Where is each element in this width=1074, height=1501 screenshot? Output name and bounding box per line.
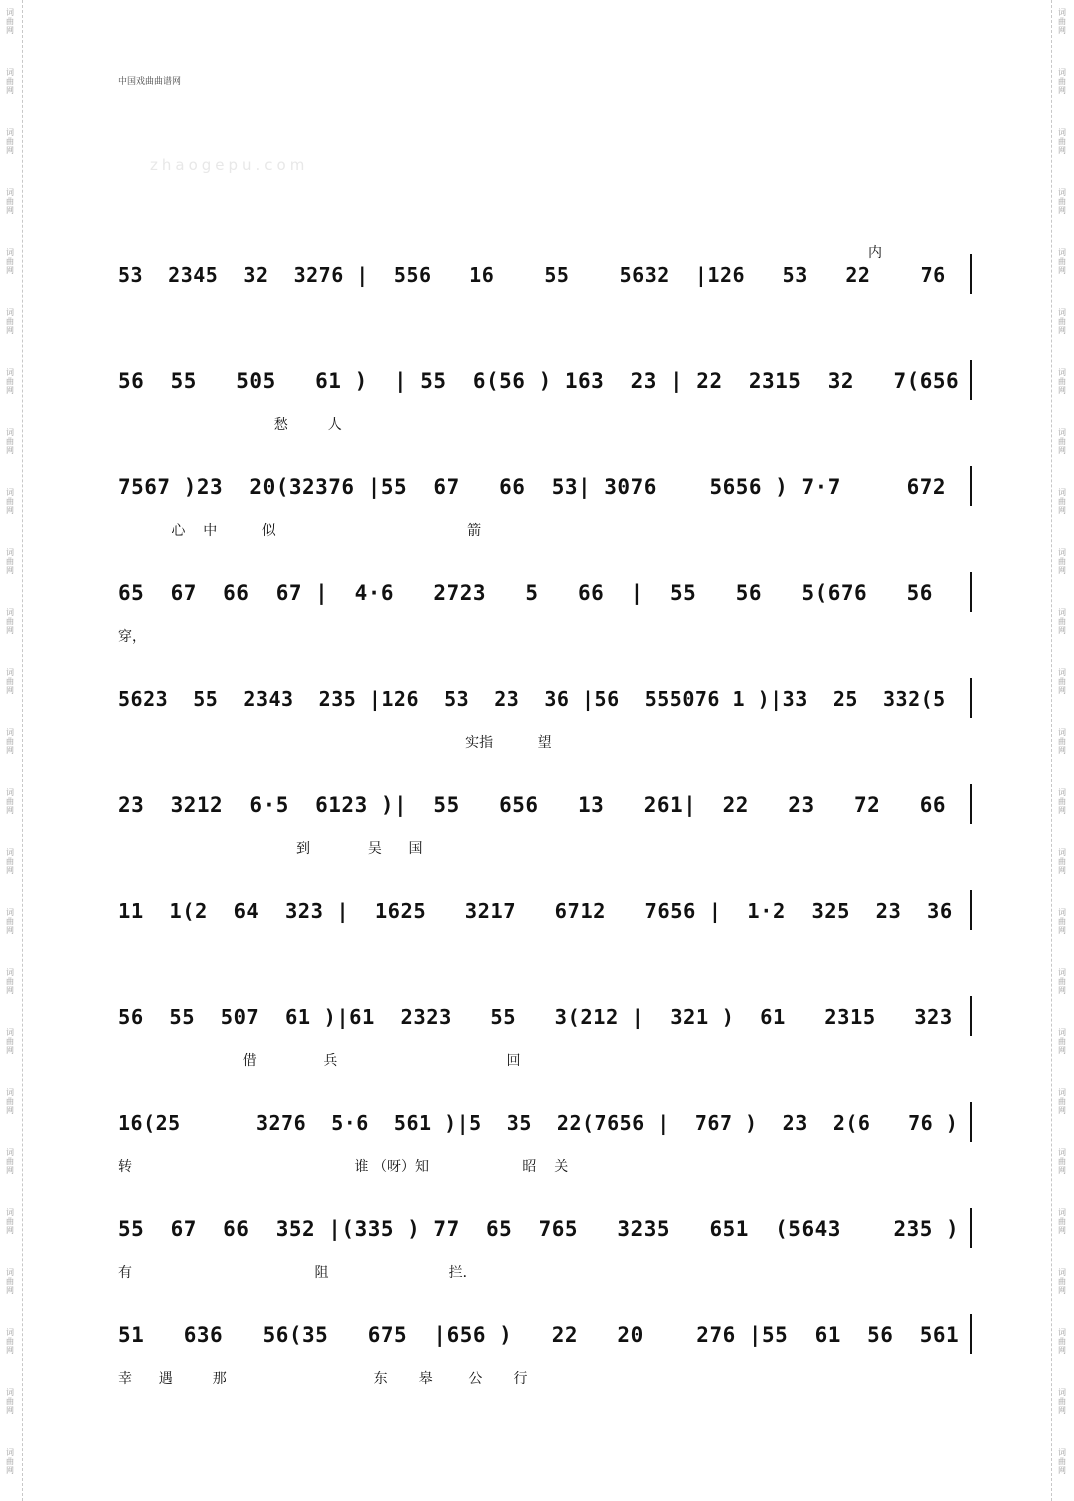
side-watermark-mark: 词 曲 网 <box>6 1268 14 1295</box>
side-watermark-mark: 词 曲 网 <box>1058 908 1066 935</box>
side-watermark-mark: 词 曲 网 <box>1058 1328 1066 1355</box>
side-watermark-mark: 词 曲 网 <box>6 488 14 515</box>
jianpu-notes: 11 1(2 64 323 | 1625 3217 6712 7656 | 1·2 325 23 36 <box>118 899 953 923</box>
lyric-row: 心 中 似 箭 <box>118 523 482 539</box>
side-watermark-mark: 词 曲 网 <box>1058 368 1066 395</box>
side-watermark-mark: 词 曲 网 <box>6 1208 14 1235</box>
barline <box>970 1314 972 1354</box>
barline <box>970 254 972 294</box>
side-watermark-mark: 词 曲 网 <box>1058 848 1066 875</box>
side-watermark-mark: 词 曲 网 <box>6 128 14 155</box>
side-watermark-mark: 词 曲 网 <box>6 968 14 995</box>
side-watermark-mark: 词 曲 网 <box>6 68 14 95</box>
lyric-row: 穿， <box>118 629 146 645</box>
side-watermark-mark: 词 曲 网 <box>1058 728 1066 755</box>
side-watermark-mark: 词 曲 网 <box>6 548 14 575</box>
barline <box>970 572 972 612</box>
side-watermark-mark: 词 曲 网 <box>6 428 14 455</box>
side-watermark-mark: 词 曲 网 <box>6 308 14 335</box>
side-watermark-mark: 词 曲 网 <box>1058 428 1066 455</box>
lyric-row: 愁 人 <box>118 417 342 433</box>
side-watermark-mark: 词 曲 网 <box>6 728 14 755</box>
side-watermark-mark: 词 曲 网 <box>1058 608 1066 635</box>
side-watermark-mark: 词 曲 网 <box>1058 308 1066 335</box>
side-watermark-mark: 词 曲 网 <box>1058 488 1066 515</box>
watermark-url: zhaogepu.com <box>150 156 309 174</box>
notation-row <box>118 1318 978 1352</box>
barline <box>970 996 972 1036</box>
side-watermark-mark: 词 曲 网 <box>1058 1148 1066 1175</box>
jianpu-notes: 56 55 507 61 )|61 2323 55 3(212 | 321 ) 61 2315 323 <box>118 1005 953 1029</box>
side-watermark-mark: 词 曲 网 <box>6 188 14 215</box>
notation-row <box>118 258 978 292</box>
side-watermark-mark: 词 曲 网 <box>1058 1268 1066 1295</box>
side-watermark-mark: 词 曲 网 <box>1058 1388 1066 1415</box>
side-watermark-mark: 词 曲 网 <box>1058 1208 1066 1235</box>
side-watermark-mark: 词 曲 网 <box>6 1148 14 1175</box>
notation-row <box>118 1106 978 1140</box>
lyric-row: 实指 望 <box>118 735 552 751</box>
side-watermark-mark: 词 曲 网 <box>6 848 14 875</box>
side-watermark-mark: 词 曲 网 <box>6 248 14 275</box>
jianpu-notes: 7567 )23 20(32376 |55 67 66 53| 3076 5656 ) 7·7 672 <box>118 475 947 499</box>
jianpu-notes: 51 636 56(35 675 |656 ) 22 20 276 |55 61 56 561 <box>118 1323 960 1347</box>
notation-row <box>118 682 978 716</box>
notation-row <box>118 1000 978 1034</box>
notation-row <box>118 364 978 398</box>
side-watermark-mark: 词 曲 网 <box>6 908 14 935</box>
side-watermark-mark: 词 曲 网 <box>6 1088 14 1115</box>
side-watermark-mark: 词 曲 网 <box>1058 968 1066 995</box>
jianpu-notes: 5623 55 2343 235 |126 53 23 36 |56 555076 1 )|33 25 332(5 <box>118 687 946 711</box>
side-watermark-mark: 词 曲 网 <box>1058 1448 1066 1475</box>
side-watermark-mark: 词 曲 网 <box>1058 248 1066 275</box>
lyric-row: 幸 遇 那 东 皋 公 行 <box>118 1371 528 1387</box>
lyric-row: 到 吴 国 <box>118 841 423 857</box>
notation-row <box>118 894 978 928</box>
barline <box>970 784 972 824</box>
jianpu-notes: 65 67 66 67 | 4·6 2723 5 66 | 55 56 5(676 56 <box>118 581 933 605</box>
side-watermark-mark: 词 曲 网 <box>6 608 14 635</box>
barline <box>970 360 972 400</box>
left-margin-watermark <box>0 0 23 1501</box>
source-label: 中国戏曲曲谱网 <box>118 77 182 87</box>
side-watermark-mark: 词 曲 网 <box>6 1328 14 1355</box>
side-watermark-mark: 词 曲 网 <box>1058 788 1066 815</box>
stage-cue: 内 <box>868 245 882 261</box>
jianpu-notes: 53 2345 32 3276 | 556 16 55 5632 |126 53 22 76 <box>118 263 946 287</box>
jianpu-notes: 55 67 66 352 |(335 ) 77 65 765 3235 651 (5643 235 ) <box>118 1217 960 1241</box>
side-watermark-mark: 词 曲 网 <box>1058 8 1066 35</box>
side-watermark-mark: 词 曲 网 <box>6 368 14 395</box>
barline <box>970 1102 972 1142</box>
lyric-row: 有 阻 拦． <box>118 1265 477 1281</box>
notation-row <box>118 788 978 822</box>
side-watermark-mark: 词 曲 网 <box>1058 668 1066 695</box>
side-watermark-mark: 词 曲 网 <box>1058 1088 1066 1115</box>
jianpu-notes: 56 55 505 61 ) | 55 6(56 ) 163 23 | 22 2315 32 7(656 <box>118 369 960 393</box>
notation-row <box>118 1212 978 1246</box>
right-margin-watermark <box>1051 0 1074 1501</box>
side-watermark-mark: 词 曲 网 <box>6 668 14 695</box>
barline <box>970 466 972 506</box>
side-watermark-mark: 词 曲 网 <box>1058 128 1066 155</box>
barline <box>970 678 972 718</box>
lyric-row: 转 谁 （呀）知 昭 关 <box>118 1159 569 1175</box>
barline <box>970 1208 972 1248</box>
side-watermark-mark: 词 曲 网 <box>1058 68 1066 95</box>
lyric-row: 借 兵 回 <box>118 1053 521 1069</box>
notation-row <box>118 470 978 504</box>
jianpu-notes: 23 3212 6·5 6123 )| 55 656 13 261| 22 23 72 66 <box>118 793 947 817</box>
side-watermark-mark: 词 曲 网 <box>1058 188 1066 215</box>
side-watermark-mark: 词 曲 网 <box>6 1028 14 1055</box>
side-watermark-mark: 词 曲 网 <box>6 788 14 815</box>
side-watermark-mark: 词 曲 网 <box>6 1448 14 1475</box>
barline <box>970 890 972 930</box>
side-watermark-mark: 词 曲 网 <box>6 8 14 35</box>
side-watermark-mark: 词 曲 网 <box>1058 548 1066 575</box>
side-watermark-mark: 词 曲 网 <box>6 1388 14 1415</box>
side-watermark-mark: 词 曲 网 <box>1058 1028 1066 1055</box>
jianpu-notes: 16(25 3276 5·6 561 )|5 35 22(7656 | 767 ) 23 2(6 76 ) <box>118 1111 959 1135</box>
notation-row <box>118 576 978 610</box>
